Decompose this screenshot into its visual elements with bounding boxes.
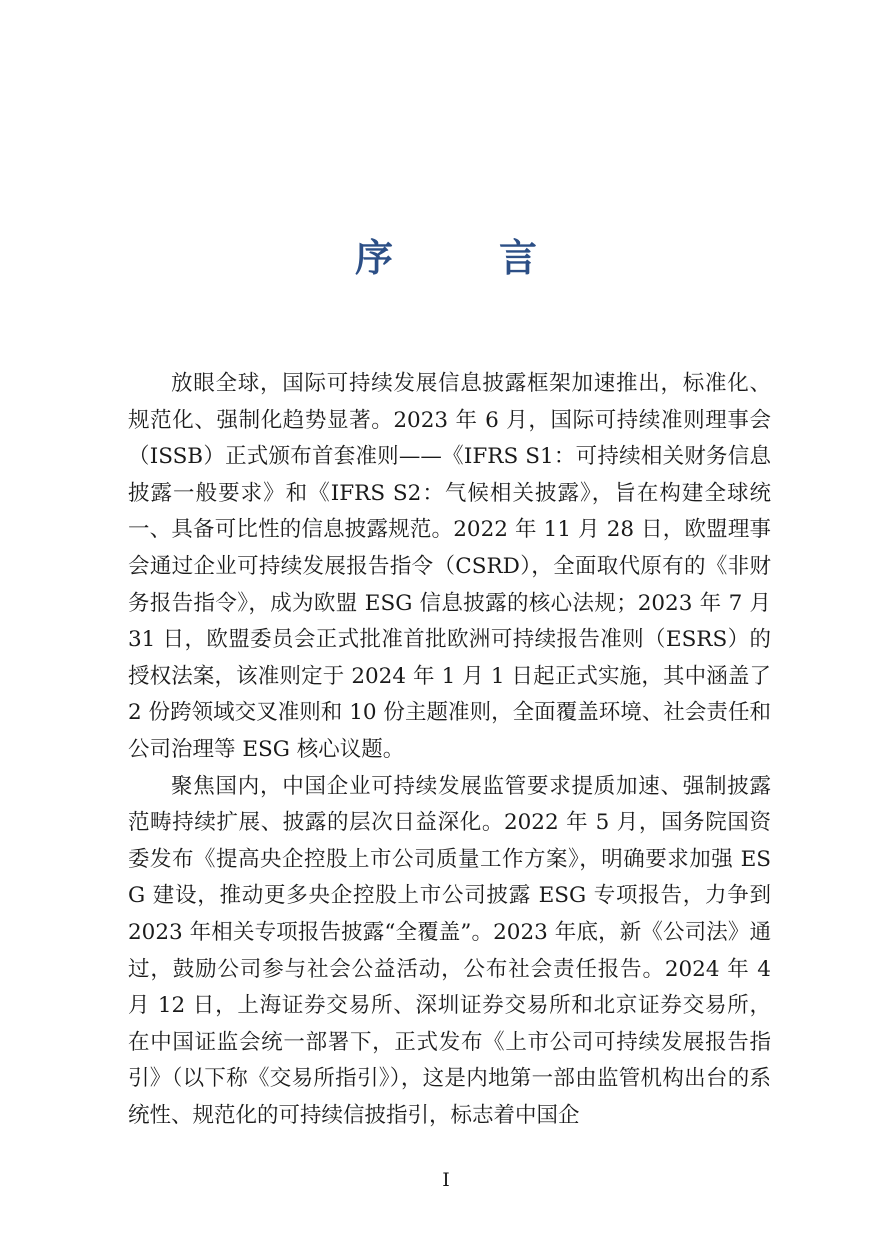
- paragraph-domestic: 聚焦国内，中国企业可持续发展监管要求提质加速、强制披露范畴持续扩展、披露的层次日益深化。2022 年 5 月，国务院国资委发布《提高央企控股上市公司质量工作方案》，明确要求加强 ESG 建设，推动更多央企控股上市公司披露 ESG 专项报告，力争到 2023 年相关专项报告披露“全覆盖”。2023 年底，新《公司法》通过，鼓励公司参与社会公益活动，公布社会责任报告。2024 年 4 月 12 日，上海证券交易所、深圳证券交易所和北京证券交易所，在中国证监会统一部署下，正式发布《上市公司可持续发展报告指引》（以下称《交易所指引》），这是内地第一部由监管机构出台的系统性、规范化的可持续信披指引，标志着中国企: [128, 773, 771, 1128]
- paragraph-global: 放眼全球，国际可持续发展信息披露框架加速推出，标准化、规范化、强制化趋势显著。2023 年 6 月，国际可持续准则理事会（ISSB）正式颁布首套准则——《IFRS S1：可持续相关财务信息披露一般要求》和《IFRS S2：气候相关披露》，旨在构建全球统一、具备可比性的信息披露规范。2022 年 11 月 28 日，欧盟理事会通过企业可持续发展报告指令（CSRD），全面取代原有的《非财务报告指令》，成为欧盟 ESG 信息披露的核心法规；2023 年 7 月 31 日，欧盟委员会正式批准首批欧洲可持续报告准则（ESRS）的授权法案，该准则定于 2024 年 1 月 1 日起正式实施，其中涵盖了 2 份跨领域交叉准则和 10 份主题准则，全面覆盖环境、社会责任和公司治理等 ESG 核心议题。: [128, 371, 771, 762]
- page-title: 序 言: [354, 235, 571, 280]
- body-text: [128, 366, 771, 1134]
- page-number: I: [442, 1169, 450, 1191]
